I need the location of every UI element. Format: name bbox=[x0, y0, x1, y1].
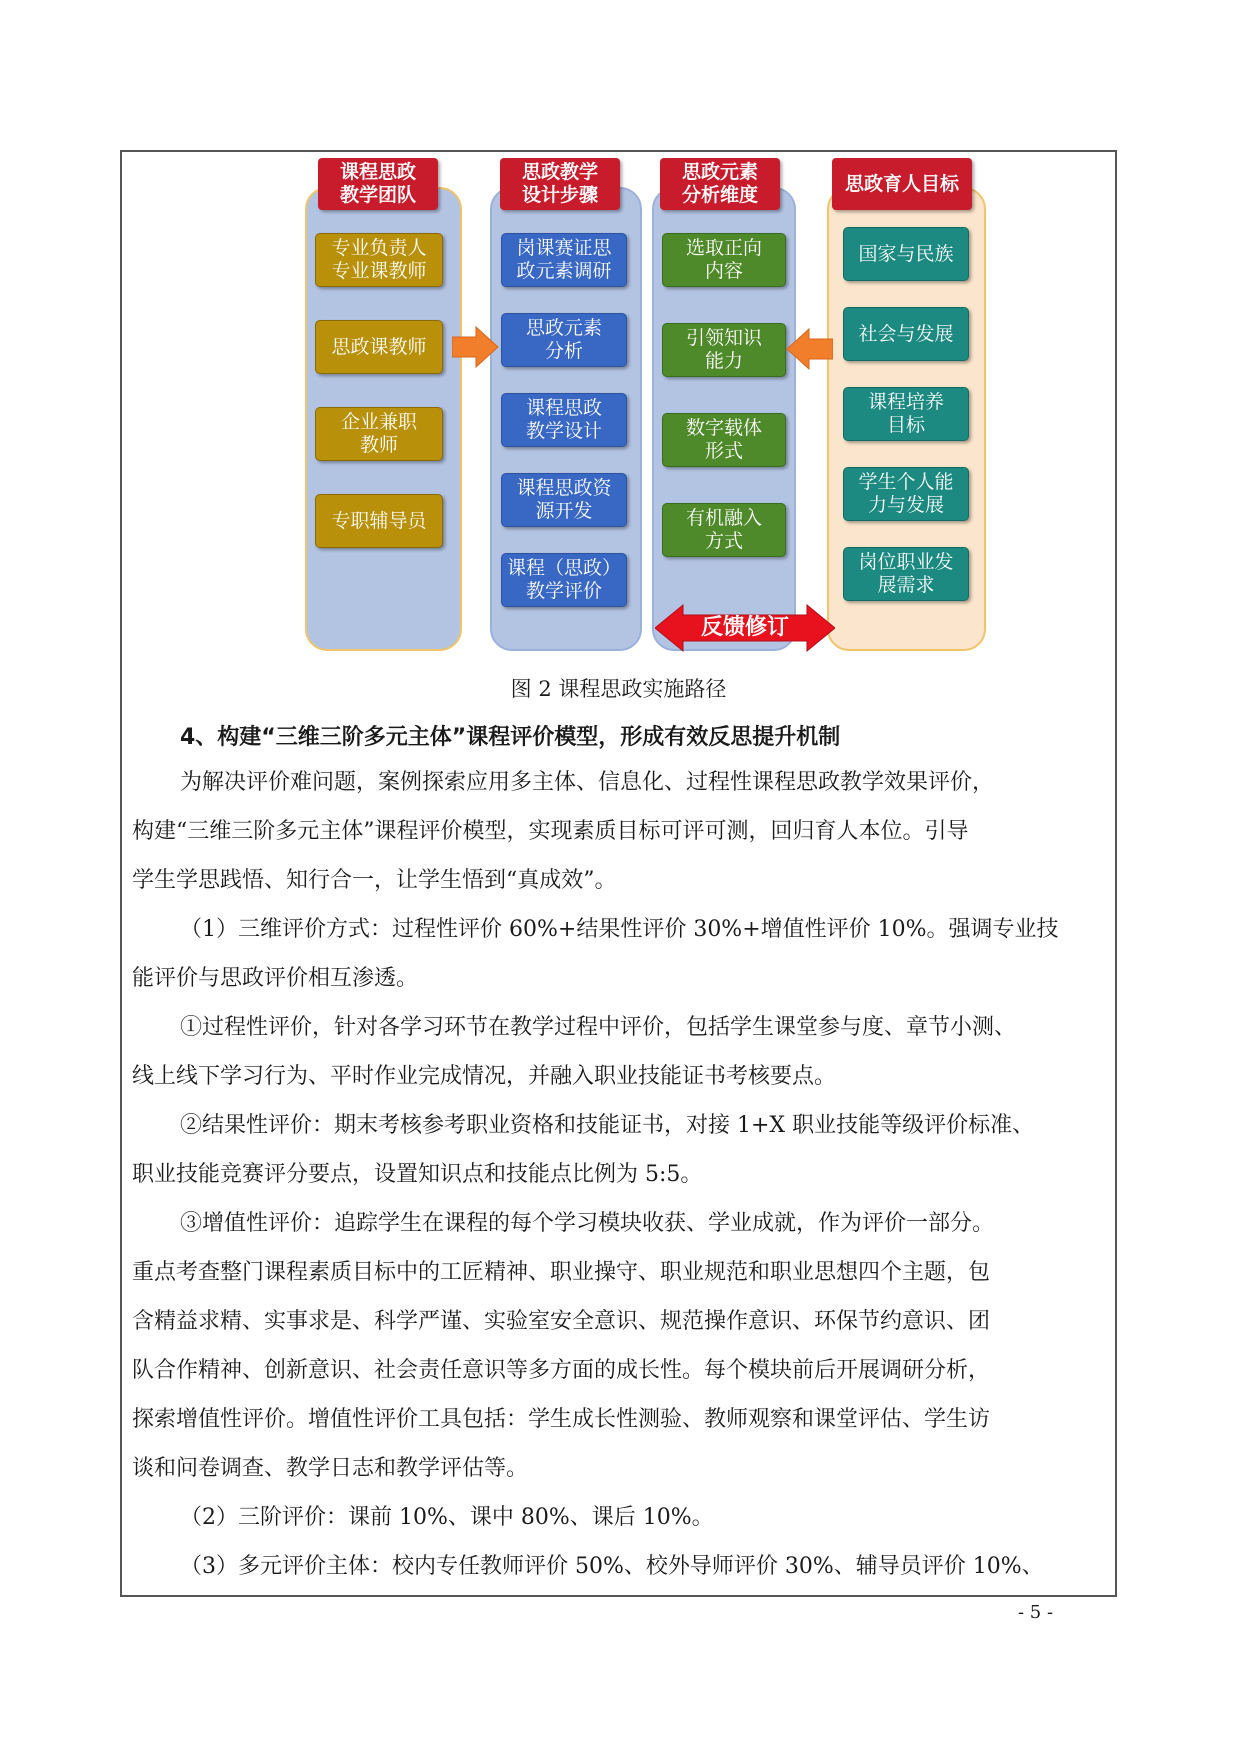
body-line: 谈和问卷调查、教学日志和教学评估等。 bbox=[132, 1456, 529, 1481]
column-header-dimension: 思政元素 分析维度 bbox=[660, 158, 780, 210]
body-line: ①过程性评价，针对各学习环节在教学过程中评价，包括学生课堂参与度、章节小测、 bbox=[180, 1015, 1017, 1040]
team-item: 企业兼职 教师 bbox=[315, 407, 443, 461]
dimension-item: 有机融入 方式 bbox=[662, 503, 786, 557]
goal-item: 学生个人能 力与发展 bbox=[843, 467, 969, 521]
goal-item: 岗位职业发 展需求 bbox=[843, 547, 969, 601]
body-line: 队合作精神、创新意识、社会责任意识等多方面的成长性。每个模块前后开展调研分析， bbox=[132, 1358, 991, 1383]
design-step-item: 课程（思政） 教学评价 bbox=[501, 553, 627, 607]
body-line: 重点考查整门课程素质目标中的工匠精神、职业操守、职业规范和职业思想四个主题，包 bbox=[132, 1260, 991, 1285]
section-heading: 4、构建“三维三阶多元主体”课程评价模型，形成有效反思提升机制 bbox=[180, 725, 841, 750]
column-header-goal: 思政育人目标 bbox=[832, 158, 972, 210]
design-step-item: 课程思政资 源开发 bbox=[501, 473, 627, 527]
goal-item: 国家与民族 bbox=[843, 227, 969, 281]
goal-item: 社会与发展 bbox=[843, 307, 969, 361]
page-number: - 5 - bbox=[1018, 1602, 1054, 1623]
right-arrow-icon bbox=[452, 325, 500, 369]
goal-item: 课程培养 目标 bbox=[843, 387, 969, 441]
body-line: 职业技能竞赛评分要点，设置知识点和技能点比例为 5:5。 bbox=[132, 1162, 703, 1187]
body-line: （3）多元评价主体：校内专任教师评价 50%、校外导师评价 30%、辅导员评价 10%、 bbox=[180, 1554, 1044, 1579]
team-item: 专业负责人 专业课教师 bbox=[315, 233, 443, 287]
column-header-team: 课程思政 教学团队 bbox=[318, 158, 438, 210]
dimension-item: 引领知识 能力 bbox=[662, 323, 786, 377]
feedback-label: 反馈修订 bbox=[700, 615, 789, 640]
body-line: 含精益求精、实事求是、科学严谨、实验室安全意识、规范操作意识、环保节约意识、团 bbox=[132, 1309, 991, 1334]
left-arrow-icon bbox=[785, 327, 833, 371]
team-item: 思政课教师 bbox=[315, 320, 443, 374]
dimension-item: 选取正向 内容 bbox=[662, 233, 786, 287]
body-line: 学生学思践悟、知行合一，让学生悟到“真成效”。 bbox=[132, 868, 617, 893]
dimension-item: 数字载体 形式 bbox=[662, 413, 786, 467]
column-header-design: 思政教学 设计步骤 bbox=[500, 158, 620, 210]
body-line: 为解决评价难问题，案例探索应用多主体、信息化、过程性课程思政教学效果评价， bbox=[180, 770, 995, 795]
body-line: （2）三阶评价：课前 10%、课中 80%、课后 10%。 bbox=[180, 1505, 714, 1530]
team-item: 专职辅导员 bbox=[315, 494, 443, 548]
design-step-item: 课程思政 教学设计 bbox=[501, 393, 627, 447]
body-line: 探索增值性评价。增值性评价工具包括：学生成长性测验、教师观察和课堂评估、学生访 bbox=[132, 1407, 991, 1432]
design-step-item: 思政元素 分析 bbox=[501, 313, 627, 367]
design-step-item: 岗课赛证思 政元素调研 bbox=[501, 233, 627, 287]
implementation-path-diagram bbox=[300, 155, 990, 655]
body-line: 能评价与思政评价相互渗透。 bbox=[132, 966, 419, 991]
body-line: 线上线下学习行为、平时作业完成情况，并融入职业技能证书考核要点。 bbox=[132, 1064, 837, 1089]
body-line: ③增值性评价：追踪学生在课程的每个学习模块收获、学业成就，作为评价一部分。 bbox=[180, 1211, 995, 1236]
body-line: （1）三维评价方式：过程性评价 60%+结果性评价 30%+增值性评价 10%。强调专业技 bbox=[180, 917, 1059, 942]
figure-caption: 图 2 课程思政实施路径 bbox=[510, 677, 727, 701]
body-line: ②结果性评价：期末考核参考职业资格和技能证书，对接 1+X 职业技能等级评价标准、 bbox=[180, 1113, 1035, 1138]
body-line: 构建“三维三阶多元主体”课程评价模型，实现素质目标可评可测，回归育人本位。引导 bbox=[132, 819, 969, 844]
